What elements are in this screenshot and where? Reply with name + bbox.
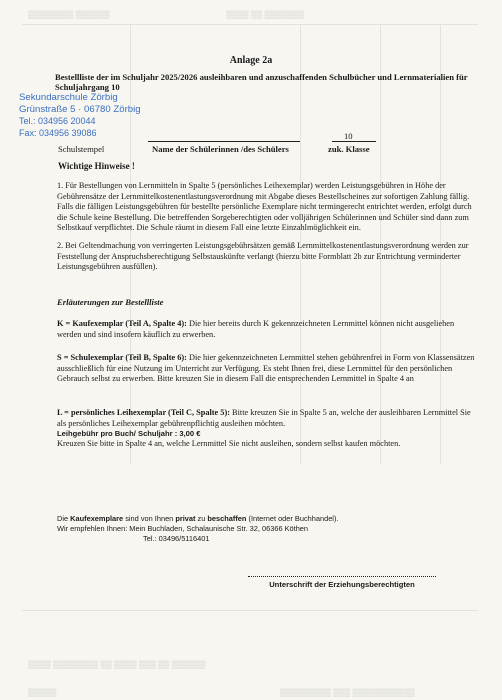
l-text-2: Kreuzen Sie bitte in Spalte 4 an, welche Lernmittel Sie nicht ausleihen, sondern selbst kaufen möchten. <box>57 439 401 449</box>
document-heading: Bestellliste der im Schuljahr 2025/2026 ausleihbaren und anzuschaffenden Schulbücher und Lernmaterialien für Schuljahrgang 10 <box>55 72 468 92</box>
l-explanation <box>57 408 480 450</box>
student-name-label: Name der Schülerinnen /des Schülers <box>152 144 289 154</box>
k-label: K = Kaufexemplar (Teil A, Spalte 4): <box>57 319 187 328</box>
footer-line-1 <box>57 514 477 524</box>
show-through-line <box>22 24 478 25</box>
show-through-text: ▒▒▒▒▒ <box>28 688 57 697</box>
school-stamp-label: Schulstempel <box>58 144 105 154</box>
stamp-school-name: Sekundarschule Zörbig <box>19 92 118 103</box>
class-line <box>332 141 376 142</box>
footer-text: zu <box>195 514 208 523</box>
footer-line-2: Wir empfehlen Ihnen: Mein Buchladen, Schalaunische Str. 32, 06366 Köthen <box>57 524 309 533</box>
footer-text: (Internet oder Buchhandel). <box>246 514 339 523</box>
show-through-line <box>22 610 478 611</box>
class-value: 10 <box>344 131 353 141</box>
show-through-text: ▒▒▒▒ ▒▒ ▒▒▒▒▒▒▒ <box>226 10 305 19</box>
footer-bold-obtain: beschaffen <box>207 514 247 523</box>
l-fee: Leihgebühr pro Buch/ Schuljahr : 3,00 € <box>57 429 201 439</box>
k-text: Die hier bereits durch K gekennzeichneten Lernmittel können nicht ausgeliehen werden und sind insofern käuflich zu erwerben. <box>57 319 455 339</box>
signature-line <box>248 576 436 577</box>
stamp-fax: Fax: 034956 39086 <box>19 128 97 138</box>
signature-label: Unterschrift der Erziehungsberechtigten <box>269 580 415 589</box>
footer-bold-purchase: Kaufexemplare <box>70 514 124 523</box>
class-label: zuk. Klasse <box>328 144 370 154</box>
s-explanation <box>57 353 480 385</box>
footer-text: Die <box>57 514 71 523</box>
hints-title: Wichtige Hinweise ! <box>58 161 135 171</box>
paragraph-1: 1. Für Bestellungen von Lernmitteln in Spalte 5 (persönliches Leihexemplar) werden Leistungsgebühren in Höhe der Gebührensätze der Lernmittelkostenentlastungsverordnung mit Abgabe dieses Bestellscheines zur sofortigen Zahlung fällig. Falls die fälligen Leistungsgebühren für bestellte persönliche Exemplare nicht termingerecht entrichtet werden, erfolgt durch die Schule keine Bestellung. Die betreffenden Sorgeberechtigten oder volljährigen Schülerinnen und Schüler sind dann zum Selbstkauf verpflichtet. Die Schule räumt in diesem Fall eine letzte Einzahlmöglichkeit ein. <box>57 181 472 233</box>
show-through-text: ▒▒▒▒ ▒▒▒▒▒▒▒▒ ▒▒ ▒▒▒▒ ▒▒▒ ▒▒ ▒▒▒▒▒▒ <box>28 660 206 669</box>
s-label: S = Schulexemplar (Teil B, Spalte 6): <box>57 353 187 362</box>
footer-note <box>57 514 477 544</box>
footer-bold-private: privat <box>175 514 196 523</box>
show-through-text: ▒▒▒▒▒▒▒▒▒ ▒▒▒ ▒▒▒▒▒▒▒▒▒▒▒ <box>280 688 415 697</box>
show-through-text: ▒▒▒▒▒▒▒▒ ▒▒▒▒▒▒ <box>28 10 110 19</box>
stamp-phone: Tel.: 034956 20044 <box>19 116 96 126</box>
student-name-line <box>148 141 300 142</box>
stamp-address: Grünstraße 5 · 06780 Zörbig <box>19 104 141 115</box>
paragraph-2: 2. Bei Geltendmachung von verringerten Leistungsgebührsätzen gemäß Lernmittelkostenentlastungsverordnung werden zur Feststellung der Anspruchsberechtigung Selbstauskünfte verlangt (hierzu bitte Formblatt 2b zur Entrichtung verminderter Leistungsgebühren ausfüllen). <box>57 241 469 272</box>
document-title: Anlage 2a <box>229 55 273 66</box>
footer-text: sind von Ihnen <box>123 514 176 523</box>
s-text: Die hier gekennzeichneten Lernmittel stehen gebührenfrei in Form von Klassensätzen ausschließlich für eine Nutzung im Unterricht zur Verfügung. Es steht Ihnen frei, diese Lernmittel für den persönlichen Gebrauch selbst zu erwerben. Bitte kreuzen Sie in diesem Fall die entsprechenden Lernmittel in Spalte 4 an <box>57 353 475 384</box>
l-label: L = persönliches Leihexemplar (Teil C, Spalte 5): <box>57 408 230 417</box>
explanation-title: Erläuterungen zur Bestellliste <box>57 297 164 307</box>
l-text: Bitte kreuzen Sie in Spalte 5 an, welche der ausleihbaren Lernmittel Sie als persönliches Leihexemplar gebührenpflichtig ausleihen möchten. <box>57 408 471 428</box>
k-explanation <box>57 319 480 340</box>
footer-line-3: Tel.: 03496/5116401 <box>143 534 210 543</box>
